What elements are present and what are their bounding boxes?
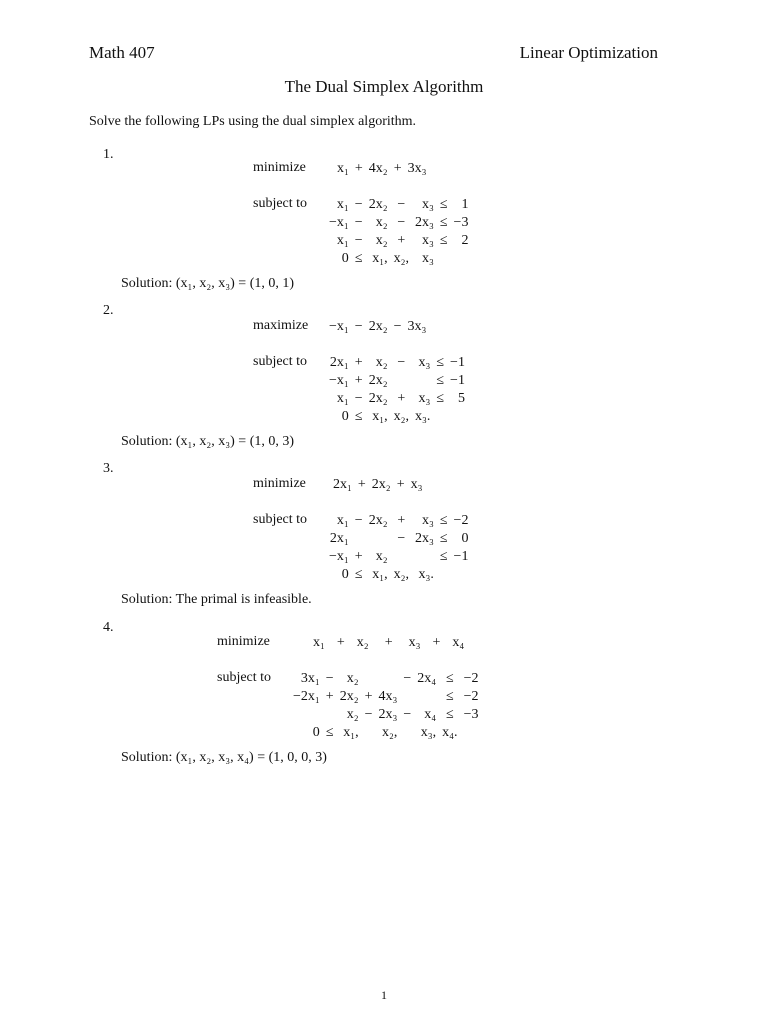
problem-2-objective-keyword: maximize: [253, 318, 309, 333]
cell: x₃,: [420, 725, 437, 740]
cell: 2x₄: [417, 671, 437, 686]
constraint-row: [326, 196, 471, 214]
constraint-row: [326, 530, 471, 548]
cell: 4x₃: [378, 689, 398, 704]
problem-3-number: 3.: [103, 461, 114, 476]
cell: x₂,: [393, 251, 409, 266]
cell: x₂,: [393, 567, 409, 582]
cell: 3x₁: [300, 671, 320, 686]
cell: [433, 408, 447, 426]
constraint-row: [290, 670, 481, 688]
cell: 2x₁: [329, 531, 349, 546]
cell: ≤: [325, 725, 334, 740]
objective-term: 4x₂: [368, 161, 388, 176]
cell: [412, 548, 437, 566]
objective-term: 3x₃: [407, 161, 427, 176]
cell: x₂,: [393, 409, 409, 424]
course-header: Math 407: [89, 43, 155, 62]
objective-term: x₄: [452, 635, 465, 650]
cell: x₃: [421, 233, 434, 248]
objective-term: x₁: [337, 161, 349, 176]
cell: −: [354, 215, 363, 230]
cell: ≤: [354, 251, 363, 266]
cell: [437, 250, 451, 268]
cell: 5: [457, 391, 465, 406]
constraint-row: [326, 390, 468, 408]
cell: ≤: [439, 513, 448, 528]
cell: −: [397, 197, 406, 212]
cell: x₂: [346, 707, 359, 722]
problem-1-constraint-keyword: subject to: [253, 196, 308, 211]
cell: x₃: [418, 355, 431, 370]
cell: −3: [453, 215, 469, 230]
page-number: 1: [381, 988, 387, 1002]
cell: 2x₃: [414, 215, 434, 230]
constraint-row: [326, 232, 471, 250]
constraint-row: [326, 548, 471, 566]
objective-term: x₃: [408, 635, 421, 650]
cell: −: [403, 671, 412, 686]
objective-operator: +: [393, 161, 402, 176]
cell: [352, 530, 366, 548]
cell: [391, 372, 412, 390]
cell: +: [354, 355, 363, 370]
cell: [437, 566, 451, 584]
cell: ≤: [446, 707, 454, 722]
cell: x₃: [421, 513, 434, 528]
cell: −x₁: [329, 215, 349, 230]
cell: 0: [461, 531, 469, 546]
objective-operator: +: [336, 635, 345, 650]
cell: x₃.: [414, 409, 431, 424]
cell: [362, 670, 376, 688]
objective-operator: −: [393, 319, 402, 334]
cell: 2x₂: [368, 197, 388, 212]
problem-4-constraint-keyword: subject to: [217, 670, 272, 685]
objective-operator: +: [432, 635, 441, 650]
cell: x₁: [336, 513, 349, 528]
cell: x₃: [418, 391, 431, 406]
constraint-row: [326, 372, 468, 390]
cell: x₁: [336, 233, 349, 248]
problem-2-constraint-keyword: subject to: [253, 354, 308, 369]
cell: −1: [450, 355, 465, 370]
objective-term: 2x₂: [371, 477, 391, 492]
cell: −: [397, 215, 406, 230]
problem-4-objective-keyword: minimize: [217, 634, 270, 649]
cell: x₁: [336, 391, 349, 406]
cell: [414, 688, 439, 706]
nonnegativity-row: [326, 566, 471, 584]
cell: −2: [463, 671, 479, 686]
cell: [323, 706, 337, 724]
cell: x₂: [375, 549, 388, 564]
instructions: Solve the following LPs using the dual simplex algorithm.: [89, 114, 417, 129]
problem-1-objective-keyword: minimize: [253, 160, 306, 175]
cell: [461, 724, 482, 742]
constraint-row: [326, 354, 468, 372]
cell: +: [325, 689, 334, 704]
nonnegativity-row: [326, 250, 471, 268]
problem-3-solution: Solution: The primal is infeasible.: [121, 592, 312, 607]
cell: [451, 250, 472, 268]
cell: ≤: [354, 409, 363, 424]
problem-4-objective: [307, 634, 470, 652]
cell: 0: [341, 251, 349, 266]
constraint-row: [326, 512, 471, 530]
cell: 2x₁: [329, 355, 349, 370]
cell: [375, 670, 400, 688]
objective-operator: +: [384, 635, 393, 650]
problem-3-objective: [330, 476, 425, 494]
cell: x₂: [375, 355, 388, 370]
cell: x₃: [421, 251, 434, 266]
cell: −3: [463, 707, 479, 722]
cell: 2x₂: [368, 373, 388, 388]
problem-2-number: 2.: [103, 303, 114, 318]
problem-4-number: 4.: [103, 620, 114, 635]
cell: [447, 408, 468, 426]
objective-term: −x₁: [329, 319, 349, 334]
cell: x₁,: [372, 567, 388, 582]
cell: −2: [463, 689, 479, 704]
problem-1-number: 1.: [103, 147, 114, 162]
cell: [451, 566, 472, 584]
cell: +: [354, 373, 363, 388]
cell: x₂: [346, 671, 359, 686]
problem-4-constraints: [290, 670, 481, 742]
objective-term: x₂: [356, 635, 369, 650]
cell: +: [397, 391, 406, 406]
cell: −: [397, 355, 406, 370]
cell: [412, 372, 433, 390]
objective-term: 2x₁: [333, 477, 352, 492]
cell: 2x₂: [368, 391, 388, 406]
cell: −1: [453, 549, 469, 564]
objective-term: 2x₂: [368, 319, 388, 334]
document-title: The Dual Simplex Algorithm: [284, 77, 484, 96]
cell: −: [354, 513, 363, 528]
constraint-row: [290, 706, 481, 724]
cell: [290, 706, 323, 724]
cell: −: [403, 707, 412, 722]
problem-2-constraints: [326, 354, 468, 426]
cell: −: [354, 197, 363, 212]
problem-1-objective: [334, 160, 429, 178]
cell: −2x₁: [293, 689, 320, 704]
cell: [400, 688, 414, 706]
cell: x₁: [336, 197, 349, 212]
cell: [400, 724, 414, 742]
cell: x₃.: [418, 567, 434, 582]
objective-term: x₃: [410, 477, 423, 492]
cell: 2x₃: [378, 707, 398, 722]
cell: +: [354, 549, 363, 564]
cell: x₂: [375, 233, 388, 248]
cell: ≤: [354, 567, 363, 582]
objective-term: 3x₃: [407, 319, 427, 334]
cell: ≤: [439, 531, 448, 546]
cell: ≤: [436, 373, 445, 388]
cell: x₁,: [372, 251, 388, 266]
objective-operator: +: [357, 477, 366, 492]
nonnegativity-row: [290, 724, 481, 742]
problem-1-solution: Solution: (x₁, x₂, x₃) = (1, 0, 1): [121, 276, 295, 291]
problem-2-objective: [326, 318, 429, 336]
cell: ≤: [436, 391, 445, 406]
cell: ≤: [439, 233, 448, 248]
objective-operator: −: [354, 319, 363, 334]
cell: 2x₂: [339, 689, 359, 704]
cell: 0: [341, 409, 349, 424]
problem-4-solution: Solution: (x₁, x₂, x₃, x₄) = (1, 0, 0, 3): [121, 750, 327, 765]
cell: −x₁: [329, 549, 349, 564]
constraint-row: [290, 688, 481, 706]
cell: [362, 724, 376, 742]
cell: x₂,: [381, 725, 398, 740]
cell: ≤: [446, 671, 454, 686]
cell: −: [325, 671, 334, 686]
problem-2-solution: Solution: (x₁, x₂, x₃) = (1, 0, 3): [121, 434, 295, 449]
cell: 2: [461, 233, 469, 248]
cell: ≤: [446, 689, 454, 704]
cell: 2x₂: [368, 513, 388, 528]
cell: x₄: [424, 707, 437, 722]
cell: −: [364, 707, 373, 722]
problem-3-objective-keyword: minimize: [253, 476, 306, 491]
cell: ≤: [436, 355, 445, 370]
cell: +: [364, 689, 373, 704]
cell: x₁,: [372, 409, 388, 424]
cell: [366, 530, 391, 548]
cell: 0: [341, 567, 349, 582]
objective-term: x₁: [313, 635, 325, 650]
subject-header: Linear Optimization: [519, 43, 658, 62]
cell: +: [397, 513, 406, 528]
constraint-row: [326, 214, 471, 232]
objective-operator: +: [396, 477, 405, 492]
cell: −2: [453, 513, 469, 528]
cell: −: [397, 531, 406, 546]
cell: −: [354, 233, 363, 248]
cell: x₃: [421, 197, 434, 212]
cell: −: [354, 391, 363, 406]
cell: 0: [312, 725, 320, 740]
cell: x₄.: [442, 725, 458, 740]
nonnegativity-row: [326, 408, 468, 426]
problem-1-constraints: [326, 196, 471, 268]
cell: 2x₃: [414, 531, 434, 546]
cell: ≤: [439, 215, 448, 230]
problem-3-constraints: [326, 512, 471, 584]
cell: x₁,: [343, 725, 359, 740]
cell: [391, 548, 412, 566]
cell: ≤: [439, 197, 448, 212]
cell: ≤: [439, 549, 448, 564]
cell: 1: [461, 197, 469, 212]
cell: +: [397, 233, 406, 248]
cell: x₂: [375, 215, 388, 230]
problem-3-constraint-keyword: subject to: [253, 512, 308, 527]
objective-operator: +: [354, 161, 363, 176]
cell: −x₁: [329, 373, 349, 388]
cell: −1: [450, 373, 465, 388]
